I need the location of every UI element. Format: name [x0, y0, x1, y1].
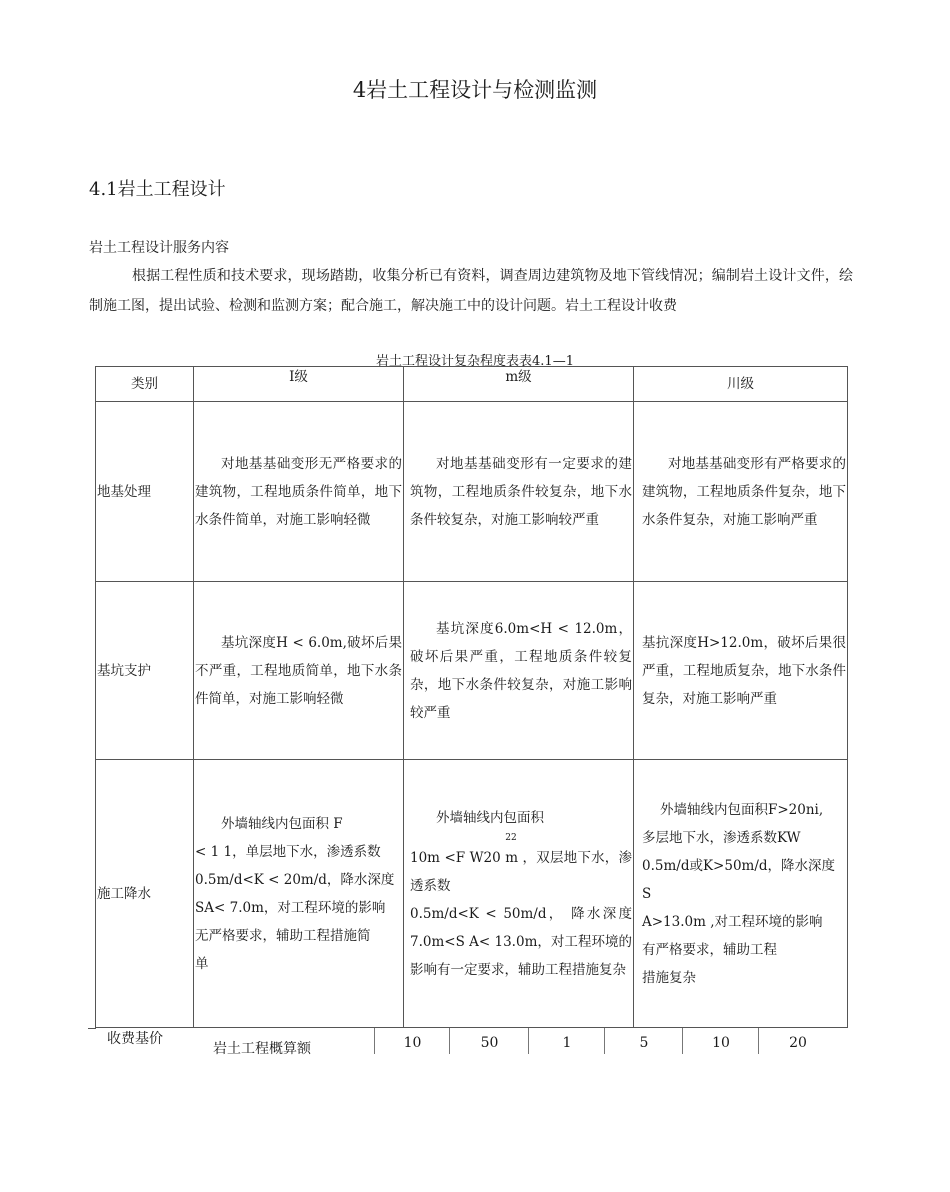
header-level-3: 川级 — [634, 367, 848, 402]
cell-superscript: 22 — [505, 832, 517, 843]
cell-line: 有严格要求，辅助工程 — [642, 941, 777, 958]
subheading: 岩土工程设计服务内容 — [89, 240, 229, 256]
cell-line: 多层地下水，渗透系数KW — [642, 829, 801, 846]
fee-label: 收费基价 — [107, 1031, 163, 1047]
table-cell: 基坑深度H < 6.0m,破坏后果不严重，工程地质简单，地下水条件简单，对施工影响轻微 — [194, 582, 404, 760]
header-category: 类别 — [96, 367, 194, 402]
row-category: 基坑支护 — [96, 582, 194, 760]
cell-line: 外墙轴线内包面积 — [436, 809, 544, 826]
fee-divider — [88, 1028, 96, 1029]
table-row — [96, 760, 848, 1028]
cell-line: 0.5m/d或K>50m/d，降水深度 — [642, 857, 836, 874]
cell-line: 无严格要求，辅助工程措施简 — [195, 927, 371, 944]
complexity-table — [95, 366, 848, 1028]
fee-value: 5 — [604, 1028, 683, 1054]
row-category: 地基处理 — [96, 402, 194, 582]
fee-value: 50 — [449, 1028, 529, 1054]
table-cell: 基抗深度H>12.0m，破坏后果很严重，工程地质复杂，地下水条件复杂，对施工影响严重 — [634, 582, 848, 760]
table-cell: 对地基基础变形有严格要求的建筑物，工程地质条件复杂，地下水条件复杂，对施工影响严重 — [634, 402, 848, 582]
fee-value: 1 — [528, 1028, 605, 1054]
table-row — [96, 402, 848, 582]
cell-line: 0.5m/d<K < 20m/d，降水深度 — [195, 871, 395, 888]
cell-line: 外墙轴线内包面积 F — [221, 815, 343, 832]
fee-value: 10 — [374, 1028, 450, 1054]
table-row — [96, 582, 848, 760]
cell-line: SA< 7.0m，对工程环境的影响 — [195, 899, 386, 916]
cell-line: S — [642, 885, 652, 902]
fee-value: 10 — [682, 1028, 759, 1054]
table-cell: 对地基基础变形无严格要求的建筑物，工程地质条件简单，地下水条件简单，对施工影响轻微 — [194, 402, 404, 582]
table-cell: 对地基基础变形有一定要求的建筑物，工程地质条件较复杂，地下水条件较复杂，对施工影响较严重 — [404, 402, 634, 582]
table-cell — [634, 760, 848, 1028]
table-header-row — [96, 367, 848, 402]
cell-line: 单 — [195, 955, 209, 972]
cell-line: A>13.0m ,对工程环境的影响 — [642, 913, 823, 930]
section-heading: 4.1岩土工程设计 — [89, 179, 226, 200]
table-cell — [194, 760, 404, 1028]
fee-sub-label: 岩土工程概算额 — [213, 1041, 311, 1057]
table-cell — [404, 760, 634, 1028]
row-category: 施工降水 — [96, 760, 194, 1028]
fee-value: 20 — [758, 1028, 837, 1054]
table-caption: 岩土工程设计复杂程度表表4.1—1 — [376, 354, 574, 369]
cell-line: 10m <F W20 m ，双层地下水，渗透系数 — [410, 849, 632, 894]
table-cell: 基坑深度6.0m<H < 12.0m，破坏后果严重，工程地质条件较复杂，地下水条件较复杂，对施工影响较严重 — [404, 582, 634, 760]
cell-line: 措施复杂 — [642, 969, 696, 986]
cell-line: 0.5m/d<K < 50m/d， 降水深度7.0m<S A< 13.0m，对工程环境的影响有一定要求，辅助工程措施复杂 — [410, 905, 632, 978]
cell-line: < 1 1，单层地下水，渗透系数 — [195, 843, 381, 860]
page-title: 4岩土工程设计与检测监测 — [352, 78, 598, 102]
header-level-1: I级 — [194, 367, 404, 402]
cell-line: 外墙轴线内包面积F>20ni, — [660, 801, 824, 818]
header-level-2: m级 — [404, 367, 634, 402]
body-paragraph: 根据工程性质和技术要求，现场踏勘，收集分析已有资料，调查周边建筑物及地下管线情况；编制岩土设计文件，绘制施工图，提出试验、检测和监测方案；配合施工，解决施工中的设计问题。岩土工程设计收费 — [89, 268, 853, 314]
